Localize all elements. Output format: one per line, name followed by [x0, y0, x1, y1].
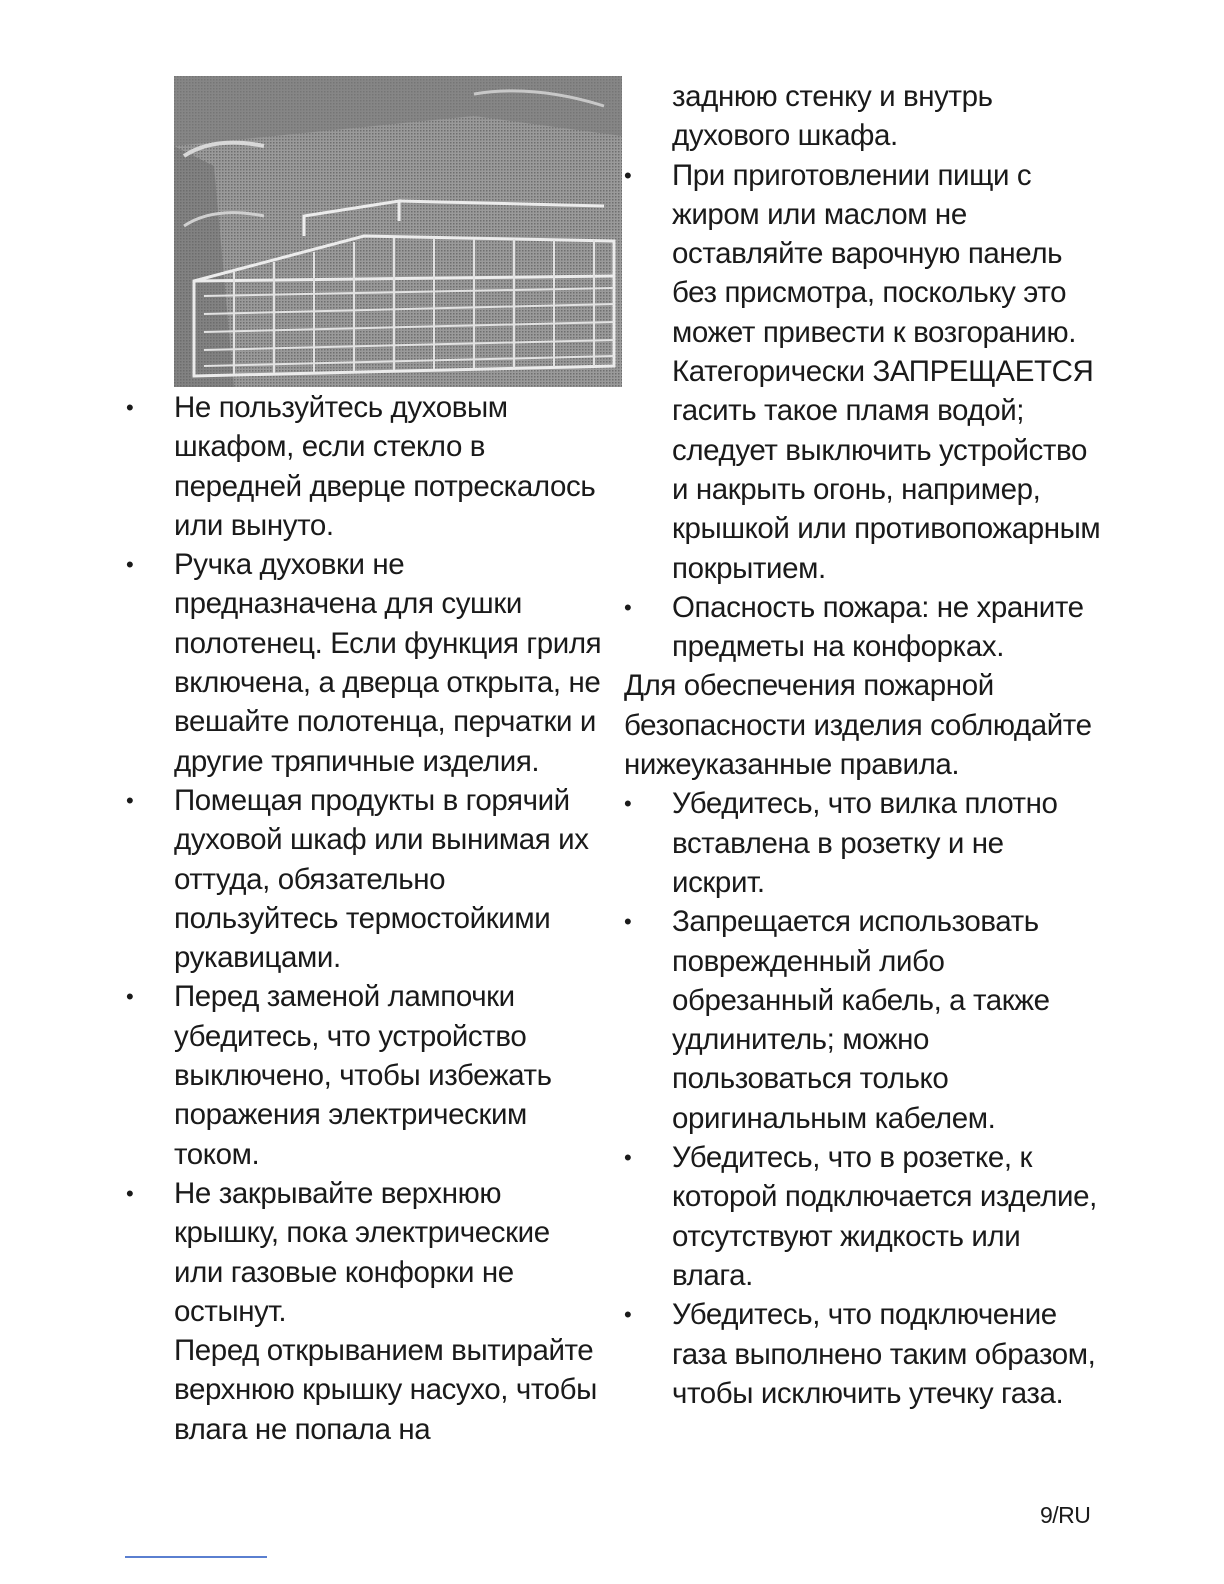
bullet-item	[126, 545, 606, 781]
continuation-text: Перед открыванием вытирайте верхнюю крышку насухо, чтобы влага не попала на	[174, 1334, 597, 1446]
bullet-item	[126, 781, 606, 977]
bullet-icon: •	[624, 1145, 632, 1171]
bullet-item	[624, 156, 1104, 588]
item-text: При приготовлении пищи с жиром или маслом не оставляйте варочную панель без присмотра, поскольку это может привести к возгоранию. Категорически ЗАПРЕЩАЕТСЯ гасить такое пламя водой; следует выключить устройство и накрыть огонь, например, крышкой или противопожарным покрытием.	[672, 158, 1101, 585]
item-text: Убедитесь, что в розетке, к которой подключается изделие, отсутствуют жидкость или влага.	[672, 1141, 1097, 1292]
item-text: Не закрывайте верхнюю крышку, пока электрические или газовые конфорки не остынут.	[174, 1176, 550, 1328]
bullet-icon: •	[126, 395, 134, 420]
item-text: Опасность пожара: не храните предметы на конфорках.	[672, 590, 1084, 664]
item-text: Помещая продукты в горячий духовой шкаф или вынимая их оттуда, обязательно пользуйтесь термостойкими рукавицами.	[174, 783, 589, 975]
bullet-item	[624, 1138, 1104, 1295]
bullet-item	[624, 588, 1104, 667]
bullet-item	[624, 902, 1104, 1138]
item-text: Убедитесь, что подключение газа выполнено таким образом, чтобы исключить утечку газа.	[672, 1298, 1096, 1410]
bullet-icon: •	[624, 791, 632, 817]
bullet-icon: •	[126, 552, 134, 578]
bullet-icon: •	[126, 1180, 134, 1206]
bullet-item	[624, 784, 1104, 902]
bullet-icon: •	[624, 594, 632, 620]
bullet-item	[624, 1295, 1104, 1413]
continuation-text: заднюю стенку и внутрь духового шкафа.	[672, 80, 993, 153]
bullet-item	[126, 1174, 606, 1331]
item-text: Убедитесь, что вилка плотно вставлена в розетку и не искрит.	[672, 787, 1058, 899]
bullet-item	[126, 977, 606, 1173]
footer-rule	[125, 1556, 267, 1558]
page-number: 9/RU	[1040, 1502, 1091, 1528]
bullet-icon: •	[126, 787, 134, 813]
right-column	[624, 77, 1104, 1413]
bullet-icon: •	[624, 1302, 632, 1328]
oven-rack-photo	[174, 76, 622, 387]
bullet-item	[126, 388, 606, 545]
item-text: Не пользуйтесь духовым шкафом, если стекло в передней дверце потрескалось или вынуто.	[174, 391, 596, 542]
left-column	[126, 388, 606, 1449]
item-text: Ручка духовки не предназначена для сушки полотенец. Если функция гриля включена, а дверца открыта, не вешайте полотенца, перчатки и другие тряпичные изделия.	[174, 548, 602, 778]
item-text: Запрещается использовать поврежденный либо обрезанный кабель, а также удлинитель; можно пользоваться только оригинальным кабелем.	[672, 905, 1050, 1135]
bullet-icon: •	[126, 984, 134, 1010]
bullet-icon: •	[624, 909, 632, 935]
bullet-icon: •	[624, 162, 632, 188]
section-intro: Для обеспечения пожарной безопасности изделия соблюдайте нижеуказанные правила.	[624, 669, 1092, 782]
item-text: Перед заменой лампочки убедитесь, что устройство выключено, чтобы избежать поражения электрическим током.	[174, 980, 552, 1171]
